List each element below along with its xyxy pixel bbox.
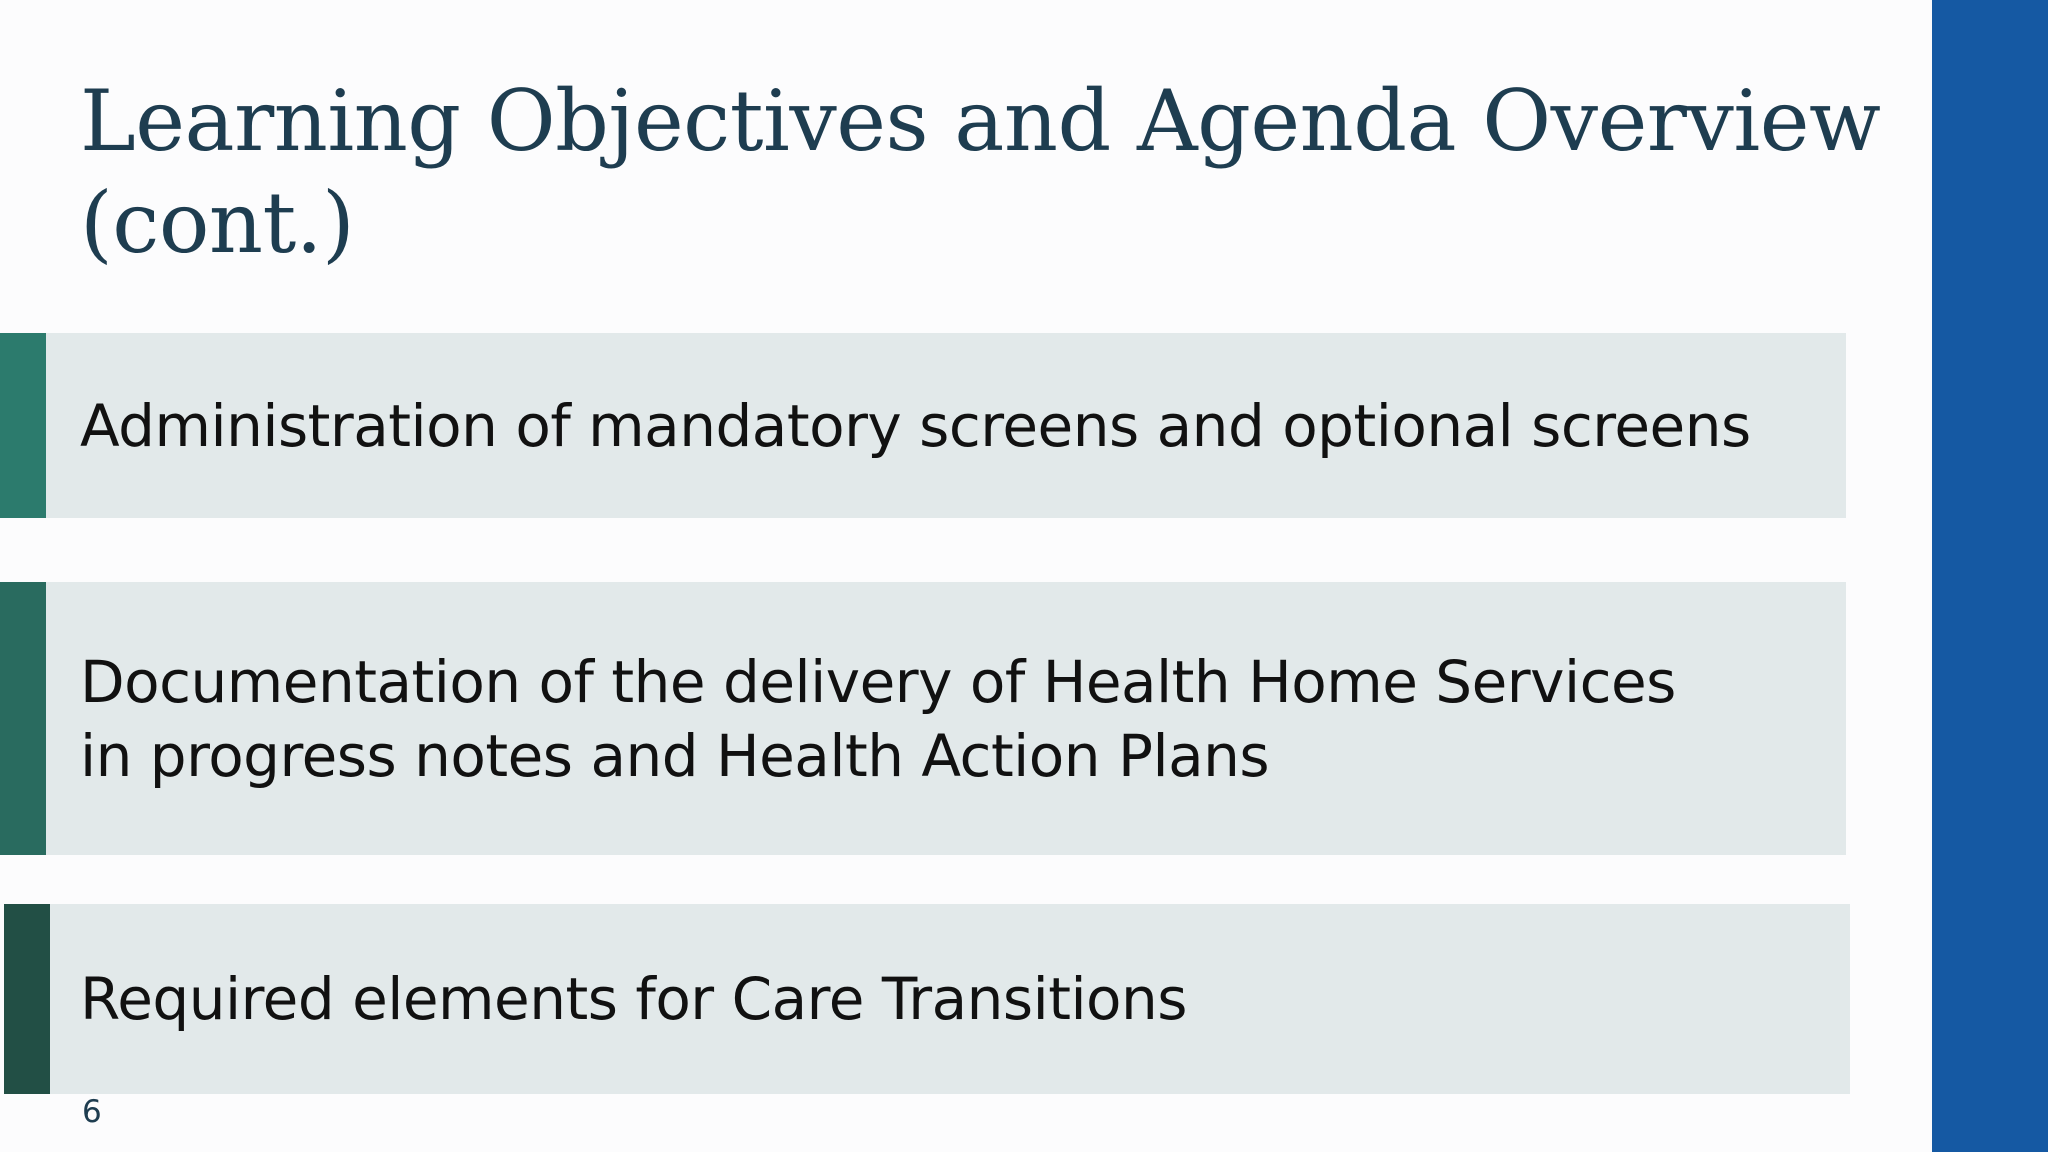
slide-title: Learning Objectives and Agenda Overview (cont.): [80, 72, 1881, 272]
agenda-item: [0, 582, 1846, 855]
agenda-item-text: Required elements for Care Transitions: [80, 965, 1188, 1033]
agenda-item: [0, 333, 1846, 518]
agenda-item-text: Documentation of the delivery of Health Home Services in progress notes and Health Action Plans: [80, 647, 1676, 790]
agenda-item-text: Administration of mandatory screens and optional screens: [80, 391, 1751, 460]
slide-page-number: 6: [82, 1094, 102, 1130]
agenda-item-accent-bar: [0, 333, 46, 518]
agenda-item-accent-bar: [4, 904, 50, 1094]
right-decorative-band: [1932, 0, 2048, 1152]
agenda-item-accent-bar: [0, 582, 46, 855]
agenda-item: [4, 904, 1850, 1094]
